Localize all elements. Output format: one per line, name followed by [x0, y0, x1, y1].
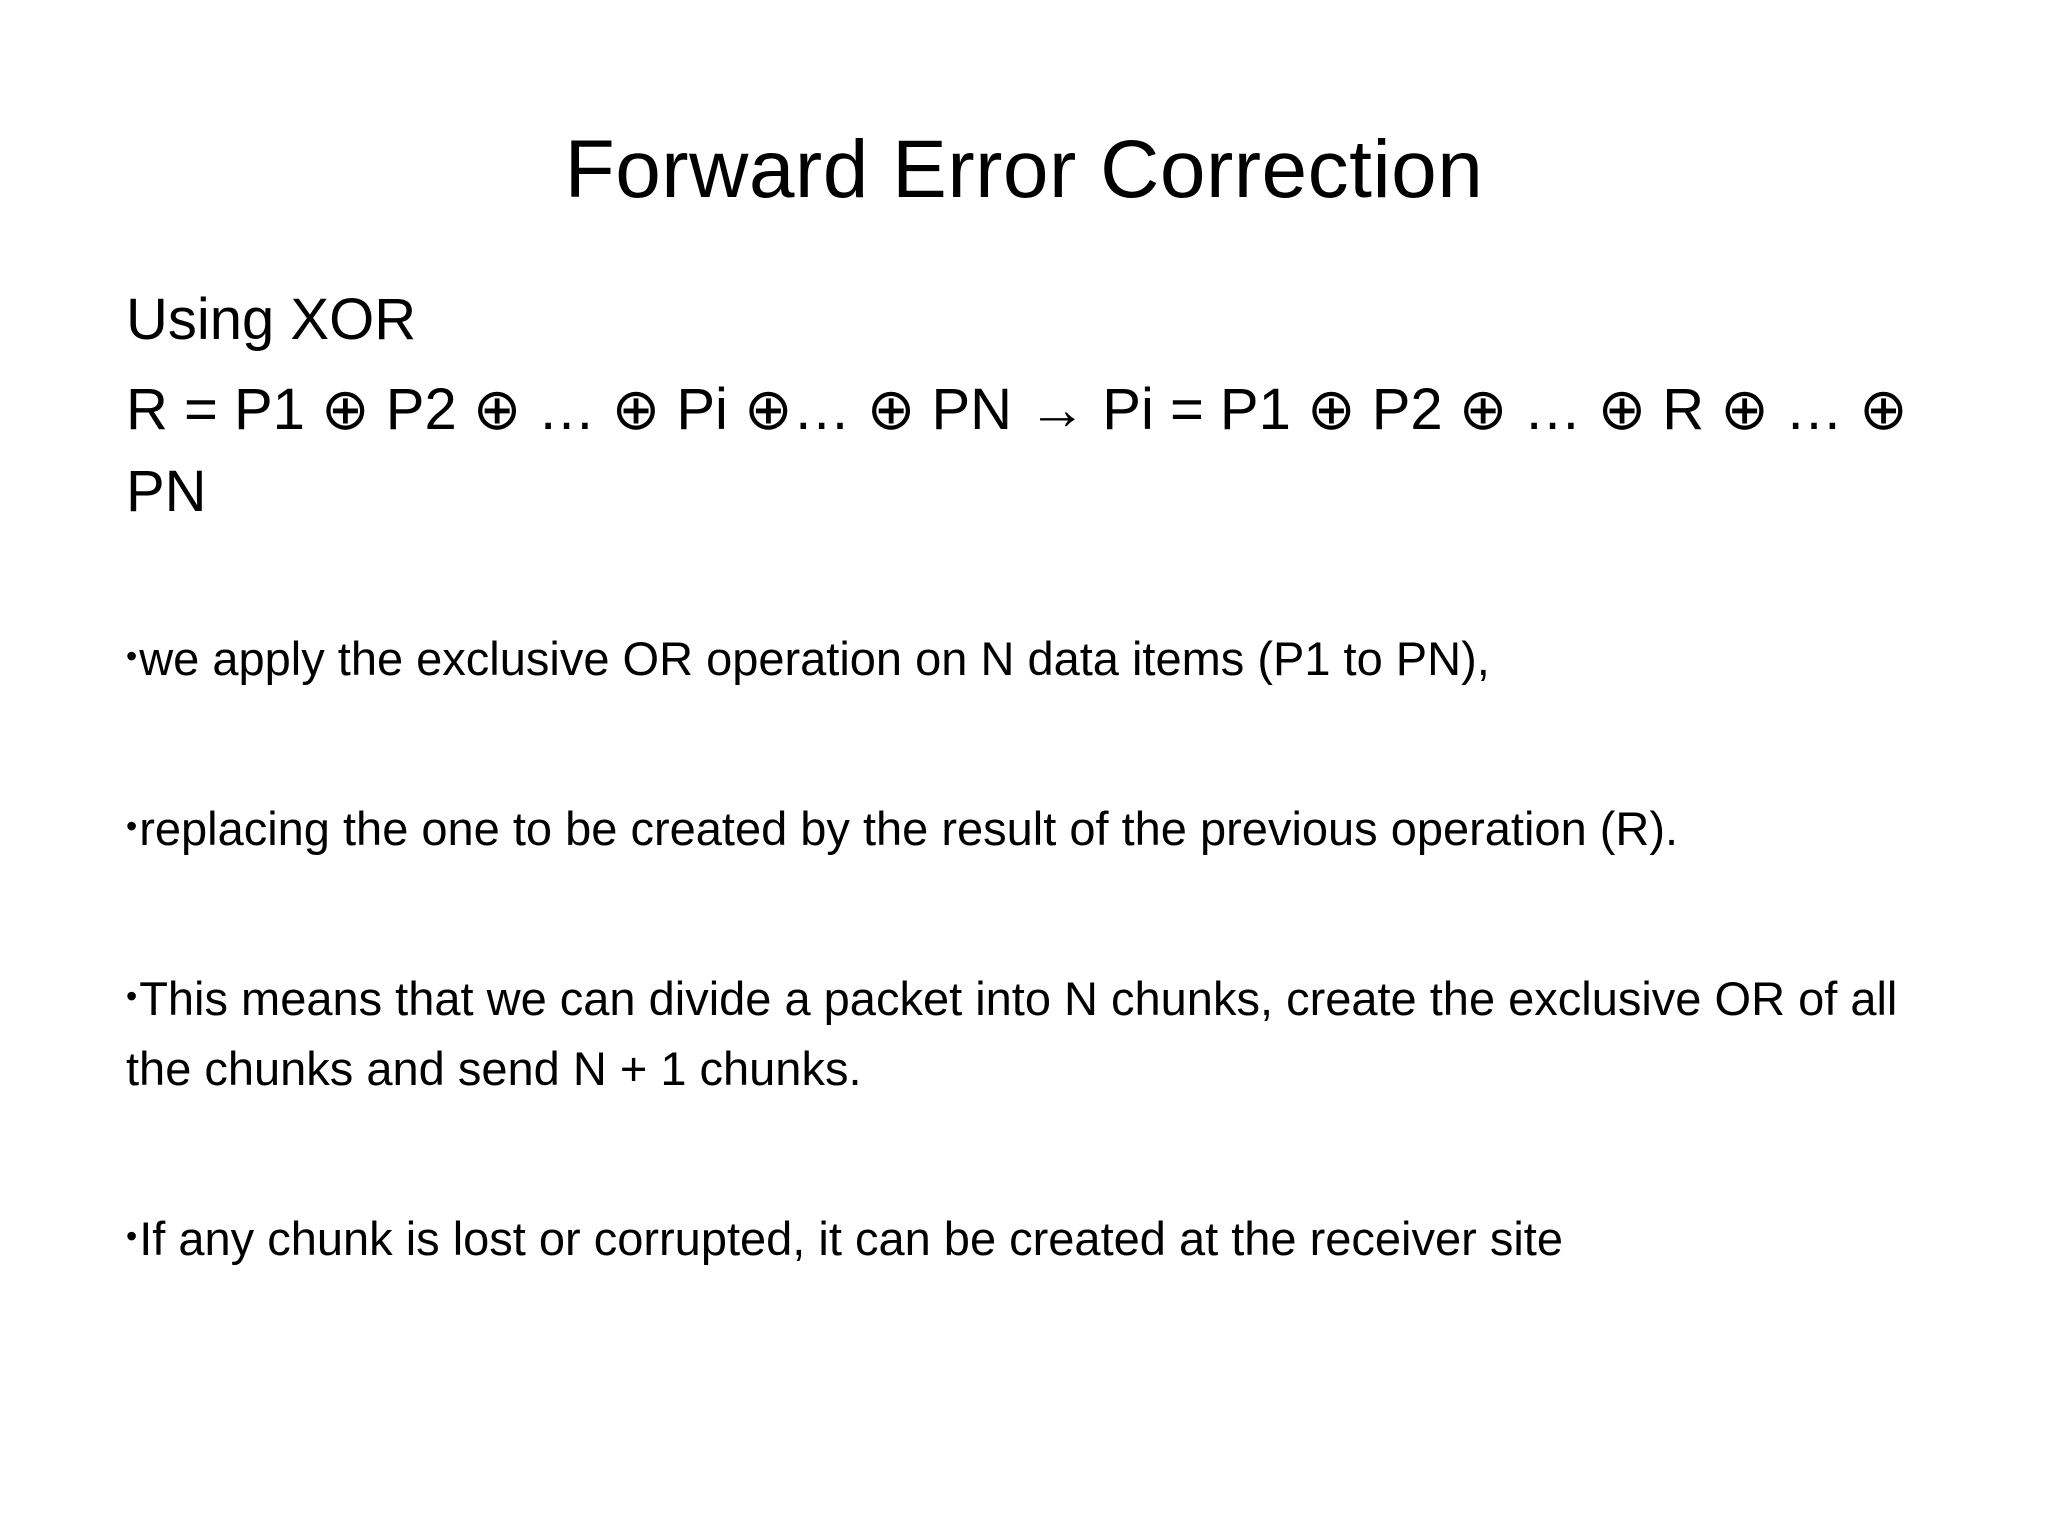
bullet-item	[126, 961, 1966, 1104]
slide-title: Forward Error Correction	[564, 124, 1484, 215]
bullet-item	[126, 1201, 1966, 1274]
bullet-icon: •	[126, 808, 138, 844]
slide-subtitle: Using XOR	[126, 287, 417, 352]
bullet-list	[126, 621, 1966, 1274]
xor-formula: R = P1 ⊕ P2 ⊕ … ⊕ Pi ⊕… ⊕ PN → Pi = P1 ⊕ P2 ⊕ … ⊕ R ⊕ … ⊕ PN	[126, 377, 1908, 524]
bullet-item	[126, 621, 1966, 694]
bullet-icon: •	[126, 1218, 138, 1254]
bullet-text: This means that we can divide a packet into N chunks, create the exclusive OR of all the chunks and send N + 1 chunks.	[126, 972, 1898, 1095]
bullet-text: we apply the exclusive OR operation on N data items (P1 to PN),	[139, 632, 1490, 685]
slide-body	[126, 285, 1966, 1274]
bullet-icon: •	[126, 978, 138, 1014]
bullet-icon: •	[126, 638, 138, 674]
bullet-text: If any chunk is lost or corrupted, it can be created at the receiver site	[139, 1212, 1563, 1265]
bullet-item	[126, 791, 1966, 864]
bullet-text: replacing the one to be created by the result of the previous operation (R).	[139, 802, 1679, 855]
